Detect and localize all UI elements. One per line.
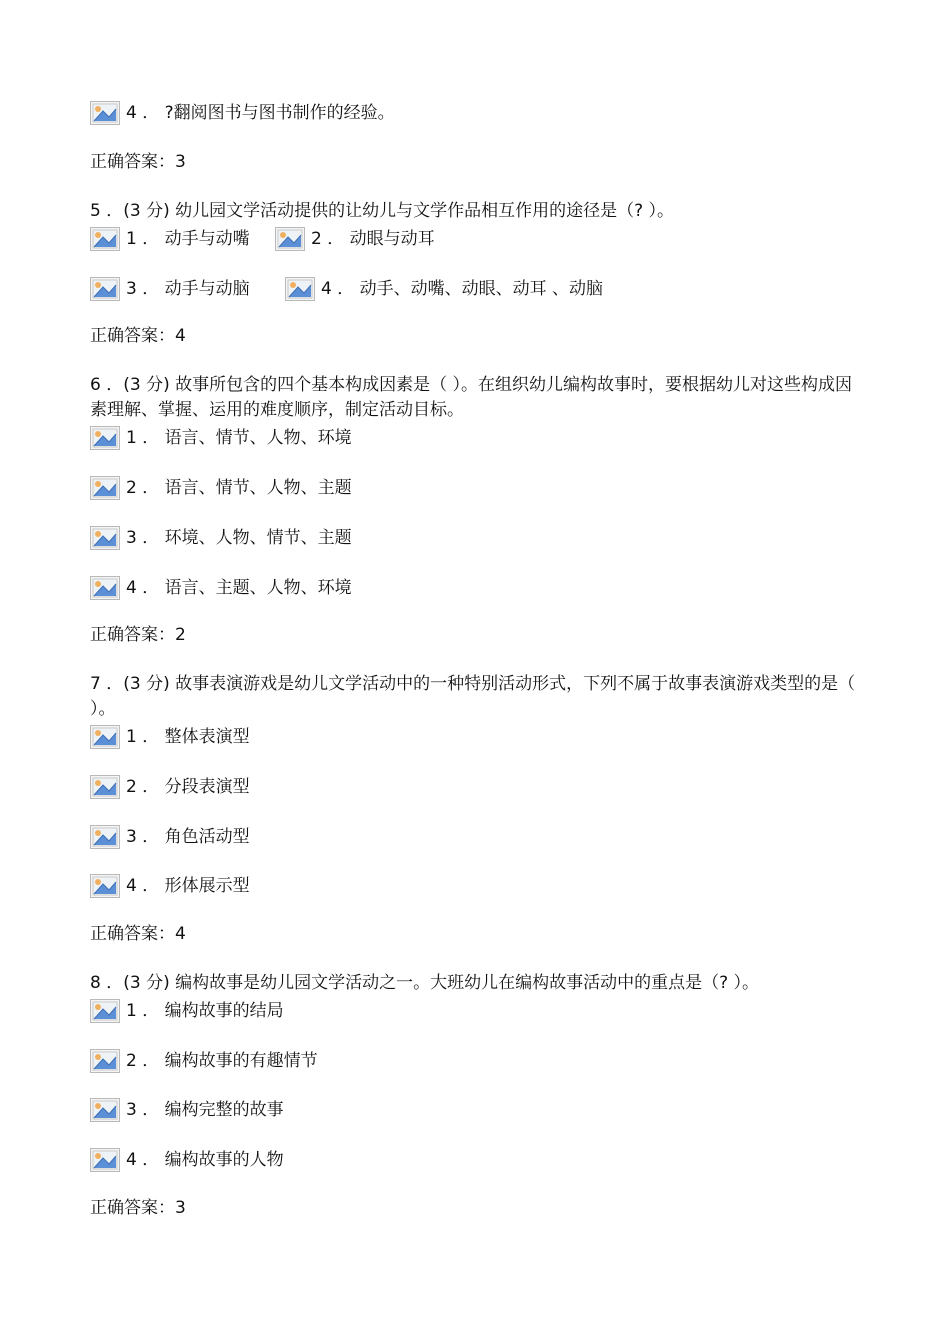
broken-image-icon (90, 725, 120, 749)
broken-image-icon (90, 526, 120, 550)
correct-answer: 正确答案：3 (90, 1198, 186, 1218)
correct-answer: 正确答案：4 (90, 326, 186, 346)
option-item (90, 824, 250, 850)
option-label: 4 ． 动手、动嘴、动眼、动耳 、动脑 (321, 279, 604, 299)
option-label: 2 ． 语言、情节、人物、主题 (126, 478, 352, 498)
option-label: 3 ． 角色活动型 (126, 827, 250, 847)
broken-image-icon (90, 775, 120, 799)
broken-image-icon (90, 874, 120, 898)
question-text: 6 ．(3 分) 故事所包含的四个基本构成因素是（ ）。在组织幼儿编构故事时，要根据幼儿对这些构成因素理解、掌握、运用的难度顺序，制定活动目标。 (90, 375, 853, 420)
broken-image-icon (275, 227, 305, 251)
option-item (90, 226, 250, 252)
broken-image-icon (90, 101, 120, 125)
option-label: 1 ． 动手与动嘴 (126, 229, 250, 249)
option-item (90, 575, 352, 601)
broken-image-icon (285, 277, 315, 301)
option-item (90, 525, 352, 551)
broken-image-icon (90, 1098, 120, 1122)
option-label: 2 ． 分段表演型 (126, 777, 250, 797)
option-item (285, 276, 603, 302)
option-label: 2 ． 动眼与动耳 (311, 229, 435, 249)
option-item (90, 1147, 284, 1173)
broken-image-icon (90, 825, 120, 849)
option-item (90, 475, 352, 501)
option-label: 4 ． 形体展示型 (126, 876, 250, 896)
question-text: 7 ．(3 分) 故事表演游戏是幼儿文学活动中的一种特别活动形式，下列不属于故事表演游戏类型的是（ ）。 (90, 674, 856, 719)
option-item (90, 425, 352, 451)
option-label: 4 ． 编构故事的人物 (126, 1150, 284, 1170)
broken-image-icon (90, 1049, 120, 1073)
option-item (90, 998, 284, 1024)
option-label: 3 ． 动手与动脑 (126, 279, 250, 299)
broken-image-icon (90, 476, 120, 500)
option-item (90, 100, 395, 126)
option-label: 1 ． 整体表演型 (126, 727, 250, 747)
option-label: 3 ． 编构完整的故事 (126, 1100, 284, 1120)
correct-answer: 正确答案：4 (90, 924, 186, 944)
option-item (90, 276, 250, 302)
option-label: 2 ． 编构故事的有趣情节 (126, 1051, 318, 1071)
broken-image-icon (90, 1148, 120, 1172)
question-text: 8 ．(3 分) 编构故事是幼儿园文学活动之一。大班幼儿在编构故事活动中的重点是（? ）。 (90, 973, 760, 993)
broken-image-icon (90, 426, 120, 450)
option-label: 1 ． 语言、情节、人物、环境 (126, 428, 352, 448)
broken-image-icon (90, 576, 120, 600)
option-item (275, 226, 435, 252)
option-item (90, 1097, 284, 1123)
correct-answer: 正确答案：3 (90, 152, 186, 172)
question-text: 5 ．(3 分) 幼儿园文学活动提供的让幼儿与文学作品相互作用的途径是（? ）。 (90, 201, 675, 221)
correct-answer: 正确答案：2 (90, 625, 186, 645)
broken-image-icon (90, 277, 120, 301)
option-label: 4 ． ?翻阅图书与图书制作的经验。 (126, 103, 395, 123)
option-item (90, 1048, 318, 1074)
option-label: 3 ． 环境、人物、情节、主题 (126, 528, 352, 548)
option-item (90, 774, 250, 800)
option-label: 4 ． 语言、主题、人物、环境 (126, 578, 352, 598)
broken-image-icon (90, 227, 120, 251)
broken-image-icon (90, 999, 120, 1023)
option-item (90, 724, 250, 750)
option-item (90, 873, 250, 899)
option-label: 1 ． 编构故事的结局 (126, 1001, 284, 1021)
